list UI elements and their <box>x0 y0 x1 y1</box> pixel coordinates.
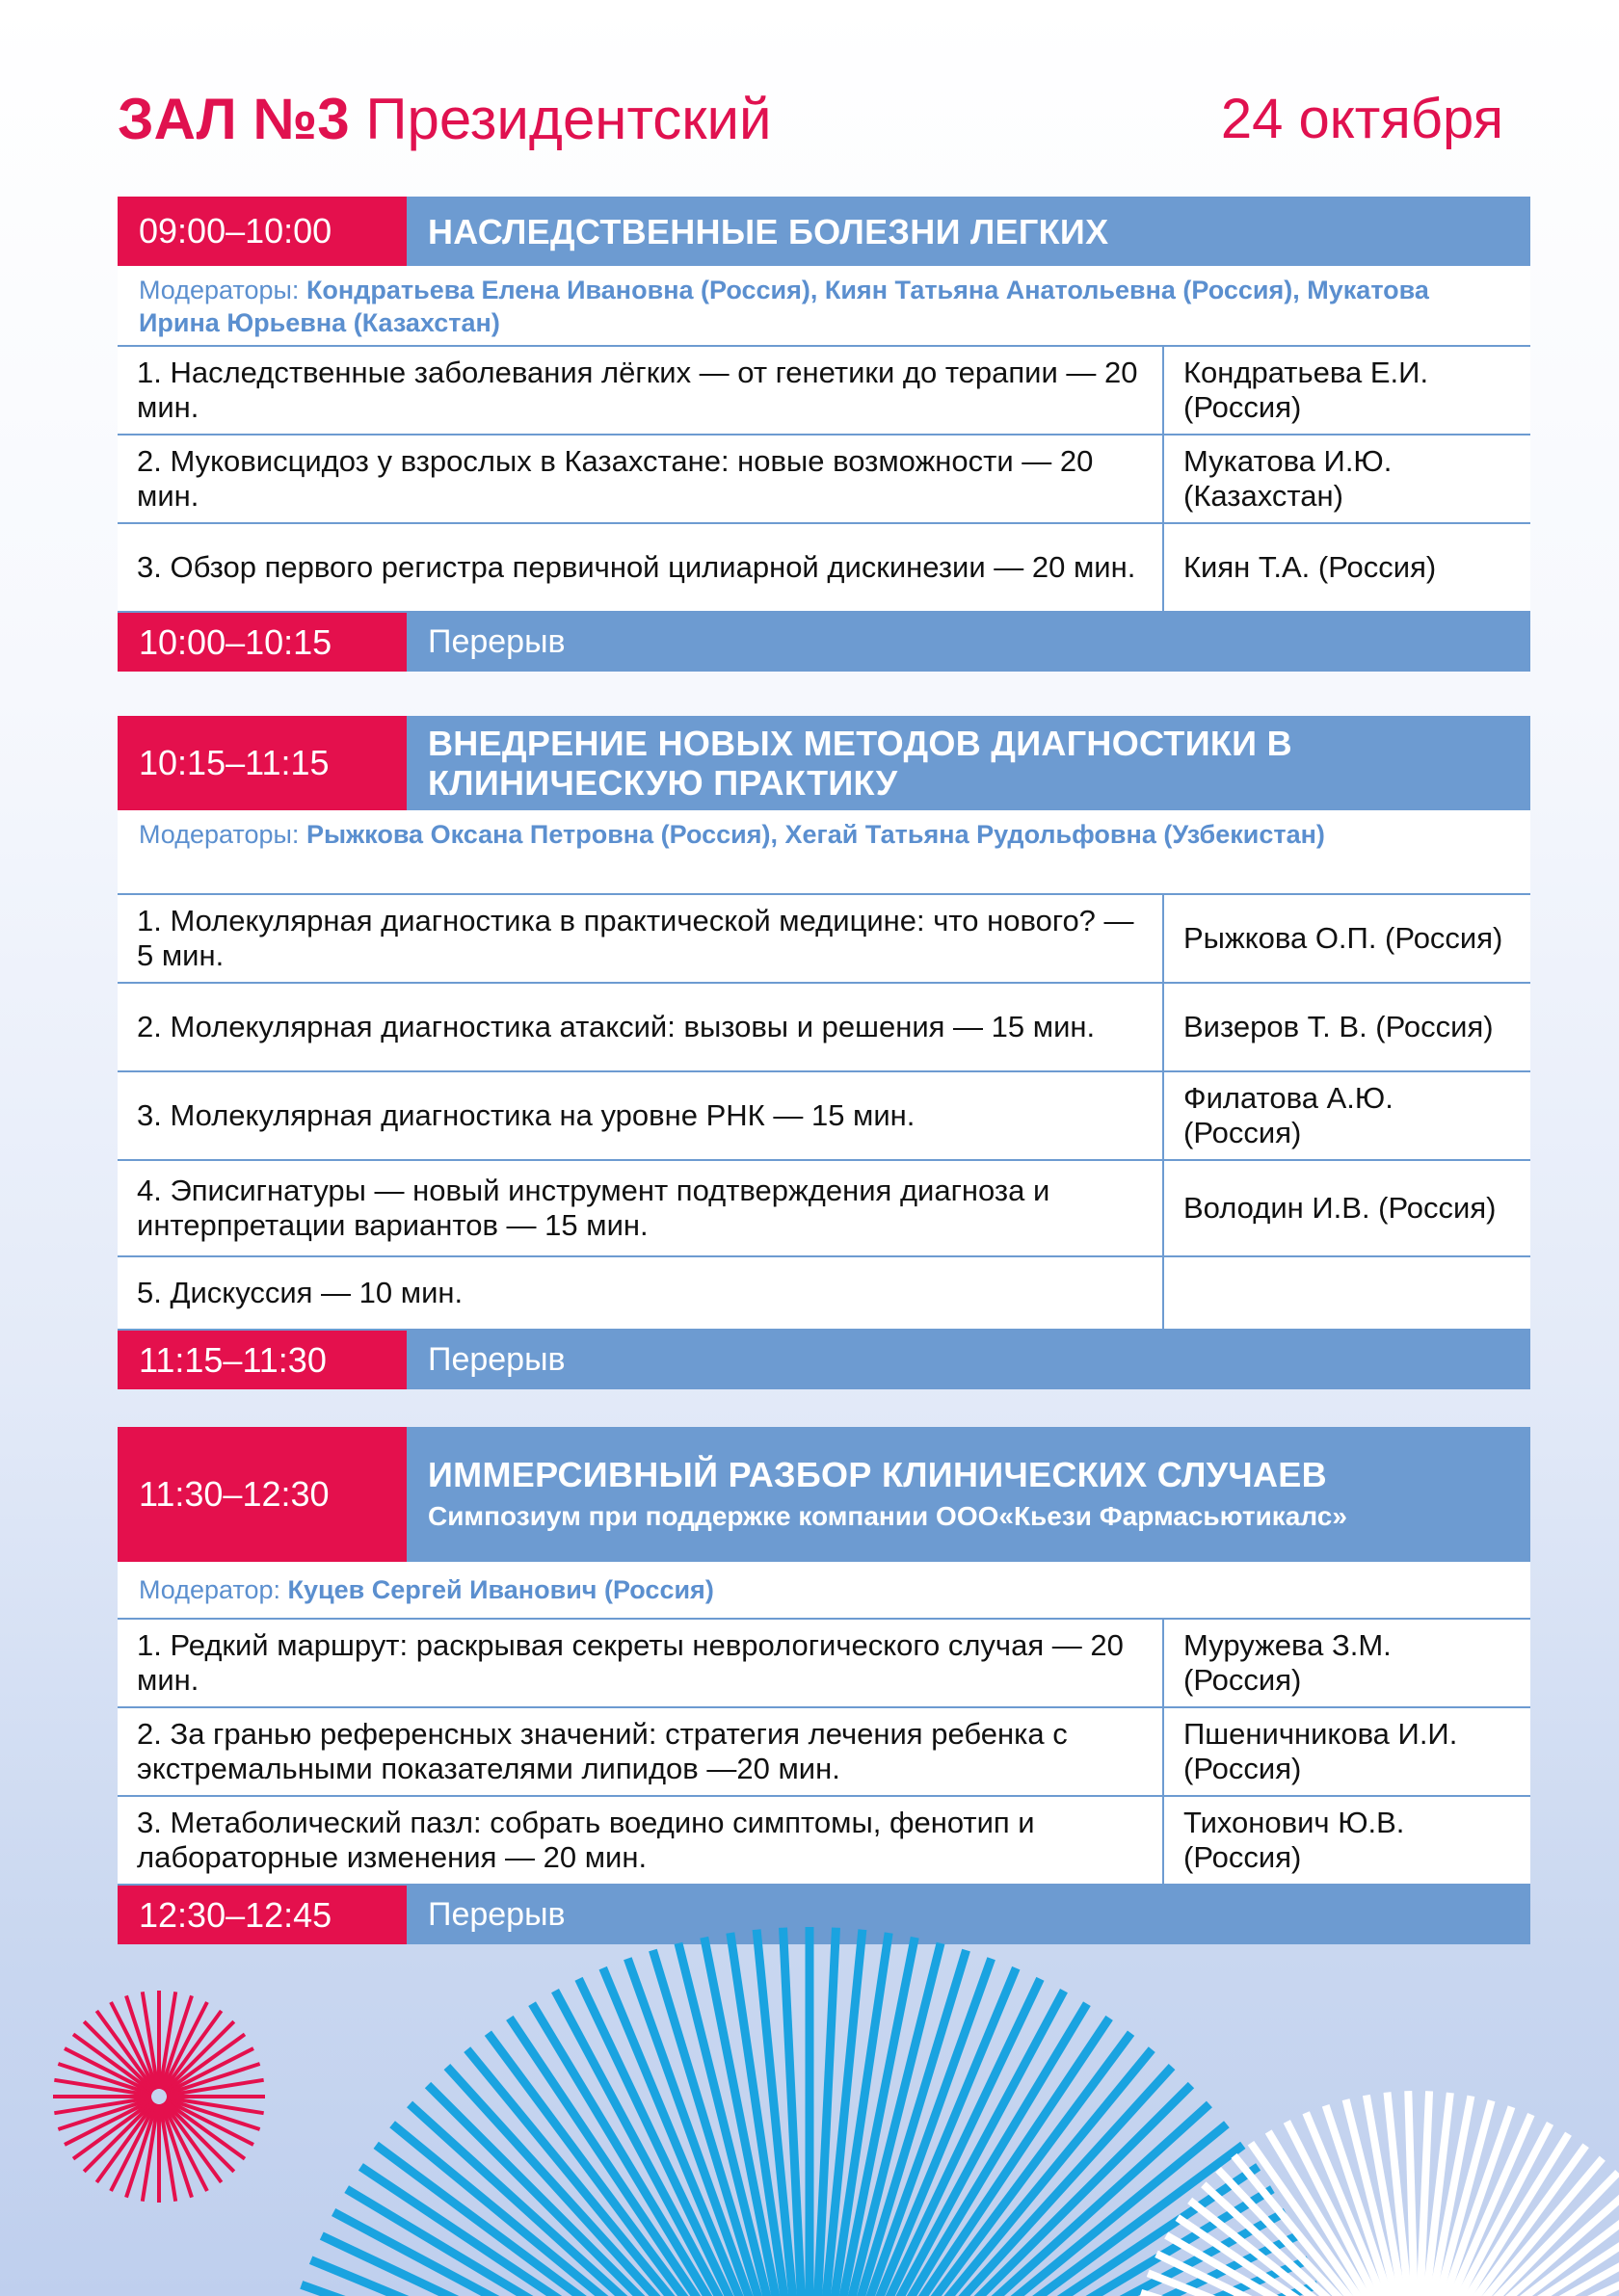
session-time: 10:15–11:15 <box>118 716 407 810</box>
session-moderators <box>118 1562 1530 1620</box>
talk-row <box>118 895 1530 984</box>
talk-title: 3. Молекулярная диагностика на уровне РНК — 15 мин. <box>118 1072 1164 1159</box>
moderators-label: Модератор: <box>139 1575 281 1604</box>
talk-title: 5. Дискуссия — 10 мин. <box>118 1257 1164 1329</box>
session-title-block <box>407 1427 1530 1562</box>
talk-title: 2. За гранью референсных значений: стратегия лечения ребенка с экстремальными показателями липидов —20 мин. <box>118 1708 1164 1795</box>
hall-title <box>118 86 772 152</box>
talk-title: 3. Обзор первого регистра первичной цилиарной дискинезии — 20 мин. <box>118 524 1164 611</box>
talk-speaker: Муружева З.М. (Россия) <box>1183 1628 1392 1697</box>
talk-row <box>118 984 1530 1072</box>
session-header <box>118 716 1530 810</box>
talk-row <box>118 524 1530 613</box>
session-time: 09:00–10:00 <box>118 197 407 266</box>
talk-speaker: Пшеничникова И.И. (Россия) <box>1183 1717 1458 1785</box>
session-subtitle: Симпозиум при поддержке компании ООО«Кьези Фармасьютикалс» <box>428 1500 1347 1531</box>
talk-row <box>118 347 1530 435</box>
moderators-names: Рыжкова Оксана Петровна (Россия), Хегай Татьяна Рудольфовна (Узбекистан) <box>305 820 1325 849</box>
burst-white <box>1128 2091 1619 2296</box>
session-title: ИММЕРСИВНЫЙ РАЗБОР КЛИНИЧЕСКИХ СЛУЧАЕВ <box>428 1454 1327 1494</box>
hall-name: Президентский <box>365 86 772 151</box>
session-title: НАСЛЕДСТВЕННЫЕ БОЛЕЗНИ ЛЕГКИХ <box>428 211 1109 251</box>
talk-title: 4. Эписигнатуры — новый инструмент подтверждения диагноза и интерпретации вариантов — 15 мин. <box>118 1161 1164 1255</box>
session-2 <box>118 716 1530 1389</box>
talk-speaker: Рыжкова О.П. (Россия) <box>1183 921 1503 955</box>
moderators-label: Модераторы: <box>139 820 300 849</box>
decorative-bursts <box>0 1927 1619 2296</box>
talk-speaker: Филатова А.Ю. (Россия) <box>1183 1081 1393 1149</box>
session-header <box>118 197 1530 266</box>
talk-speaker: Мукатова И.Ю. (Казахстан) <box>1183 444 1393 513</box>
session-1 <box>118 197 1530 672</box>
talk-title: 2. Молекулярная диагностика атаксий: вызовы и решения — 15 мин. <box>118 984 1164 1070</box>
hall-number: ЗАЛ №3 <box>118 86 350 151</box>
session-title-block <box>407 716 1530 810</box>
talk-speaker: Кондратьева Е.И. (Россия) <box>1183 356 1429 424</box>
talk-title: 3. Метаболический пазл: собрать воедино симптомы, фенотип и лабораторные изменения — 20 мин. <box>118 1797 1164 1884</box>
session-header <box>118 1427 1530 1562</box>
talk-speaker <box>1164 1257 1530 1329</box>
session-moderators <box>118 266 1530 347</box>
break-label: Перерыв <box>407 1886 1530 1944</box>
break-row <box>118 1331 1530 1389</box>
moderators-names: Кондратьева Елена Ивановна (Россия), Киян Татьяна Анатольевна (Россия), Мукатова Ирина Юрьевна (Казахстан) <box>139 276 1429 337</box>
talk-title: 2. Муковисцидоз у взрослых в Казахстане: новые возможности — 20 мин. <box>118 435 1164 522</box>
talk-row <box>118 1072 1530 1161</box>
break-time: 12:30–12:45 <box>118 1886 407 1944</box>
session-time: 11:30–12:30 <box>118 1427 407 1562</box>
talk-row <box>118 1257 1530 1331</box>
talk-row <box>118 1708 1530 1797</box>
break-row <box>118 613 1530 672</box>
moderators-names: Куцев Сергей Иванович (Россия) <box>287 1575 714 1604</box>
talk-title: 1. Наследственные заболевания лёгких — от генетики до терапии — 20 мин. <box>118 347 1164 434</box>
session-title: ВНЕДРЕНИЕ НОВЫХ МЕТОДОВ ДИАГНОСТИКИ В КЛИНИЧЕСКУЮ ПРАКТИКУ <box>428 724 1292 803</box>
talk-speaker: Володин И.В. (Россия) <box>1183 1191 1497 1225</box>
talk-row <box>118 1161 1530 1257</box>
talk-speaker: Тихонович Ю.В. (Россия) <box>1183 1806 1405 1874</box>
talk-row <box>118 1620 1530 1708</box>
break-label: Перерыв <box>407 1331 1530 1389</box>
break-label: Перерыв <box>407 613 1530 672</box>
talk-row <box>118 435 1530 524</box>
moderators-label: Модераторы: <box>139 276 300 304</box>
page-header <box>118 85 1503 152</box>
break-time: 11:15–11:30 <box>118 1331 407 1389</box>
burst-red <box>53 1991 265 2203</box>
talk-title: 1. Молекулярная диагностика в практической медицине: что нового? — 5 мин. <box>118 895 1164 982</box>
event-date: 24 октября <box>1220 87 1503 150</box>
session-title-block <box>407 197 1530 266</box>
talk-row <box>118 1797 1530 1886</box>
talk-speaker: Визеров Т. В. (Россия) <box>1183 1010 1494 1043</box>
talk-title: 1. Редкий маршрут: раскрывая секреты неврологического случая — 20 мин. <box>118 1620 1164 1706</box>
break-time: 10:00–10:15 <box>118 613 407 672</box>
session-moderators <box>118 810 1530 895</box>
burst-cyan <box>270 1927 1349 2296</box>
session-3 <box>118 1427 1530 1944</box>
talk-speaker: Киян Т.А. (Россия) <box>1183 550 1437 584</box>
